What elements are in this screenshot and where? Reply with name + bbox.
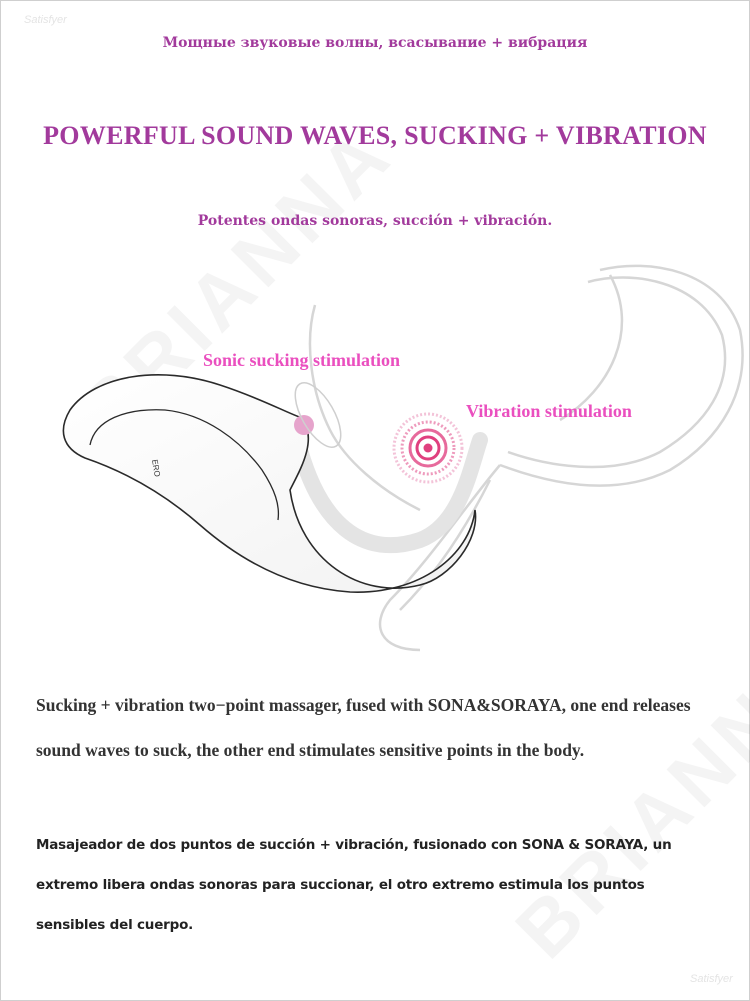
heading-english: POWERFUL SOUND WAVES, SUCKING + VIBRATION [43, 121, 707, 150]
description-spanish: Masajeador de dos puntos de succión + vibración, fusionado con SONA & SORAYA, un extremo libera ondas sonoras para succionar, el otro extremo estimula los puntos sensibles del cuerpo. [36, 837, 672, 933]
description-english: Sucking + vibration two−point massager, fused with SONA&SORAYA, one end releases sound waves to suck, the other end stimulates sensitive points in the body. [36, 695, 691, 760]
callout-vibration: Vibration stimulation [466, 401, 632, 421]
vibration-target-icon [394, 414, 462, 482]
callout-sonic-sucking: Sonic sucking stimulation [203, 350, 401, 370]
heading-spanish: Potentes ondas sonoras, succión + vibración. [197, 213, 553, 229]
brand-mark: ERO [150, 458, 162, 478]
heading-russian: Мощные звуковые волны, всасывание + вибрация [162, 35, 588, 51]
corner-watermark-top: Satisfyer [24, 14, 67, 26]
corner-watermark-bottom: Satisfyer [690, 973, 733, 985]
ghost-arm [310, 266, 743, 650]
product-illustration [0, 250, 750, 670]
